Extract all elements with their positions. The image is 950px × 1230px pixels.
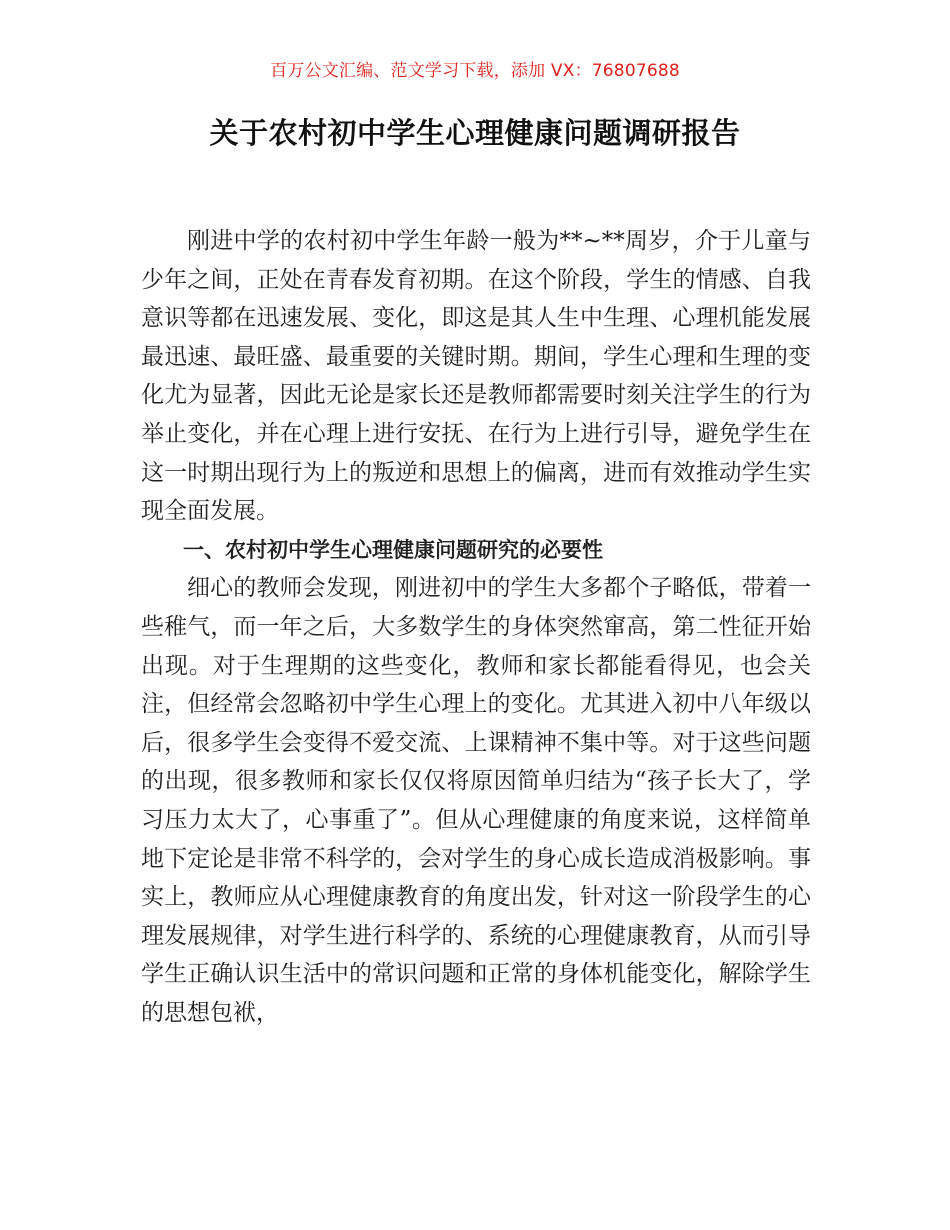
section-paragraph: 细心的教师会发现，刚进初中的学生大多都个子略低，带着一些稚气，而一年之后，大多数学生的身体突然窜高，第二性征开始出现。对于生理期的这些变化，教师和家长都能看得见，也会关注，但经常会忽略初中学生心理上的变化。尤其进入初中八年级以后，很多学生会变得不爱交流、上课精神不集中等。对于这些问题的出现，很多教师和家长仅仅将原因简单归结为“孩子长大了，学习压力太大了，心事重了”。但从心理健康的角度来说，这样简单地下定论是非常不科学的，会对学生的身心成长造成消极影响。事实上，教师应从心理健康教育的角度出发，针对这一阶段学生的心理发展规律，对学生进行科学的、系统的心理健康教育，从而引导学生正确认识生活中的常识问题和正常的身体机能变化，解除学生的思想包袱， (141, 575, 811, 1026)
document-body (141, 222, 811, 1032)
section-heading: 一、农村初中学生心理健康问题研究的必要性 (183, 537, 603, 562)
intro-paragraph: 刚进中学的农村初中学生年龄一般为**~**周岁，介于儿童与少年之间，正处在青春发育初期。在这个阶段，学生的情感、自我意识等都在迅速发展、变化，即这是其人生中生理、心理机能发展最迅速、最旺盛、最重要的关键时期。期间，学生心理和生理的变化尤为显著，因此无论是家长还是教师都需要时刻关注学生的行为举止变化，并在心理上进行安抚、在行为上进行引导，避免学生在这一时期出现行为上的叛逆和思想上的偏离，进而有效推动学生实现全面发展。 (141, 228, 811, 525)
watermark-header: 百万公文汇编、范文学习下载，添加 VX：76807688 (270, 61, 680, 81)
document-title: 关于农村初中学生心理健康问题调研报告 (209, 116, 741, 150)
